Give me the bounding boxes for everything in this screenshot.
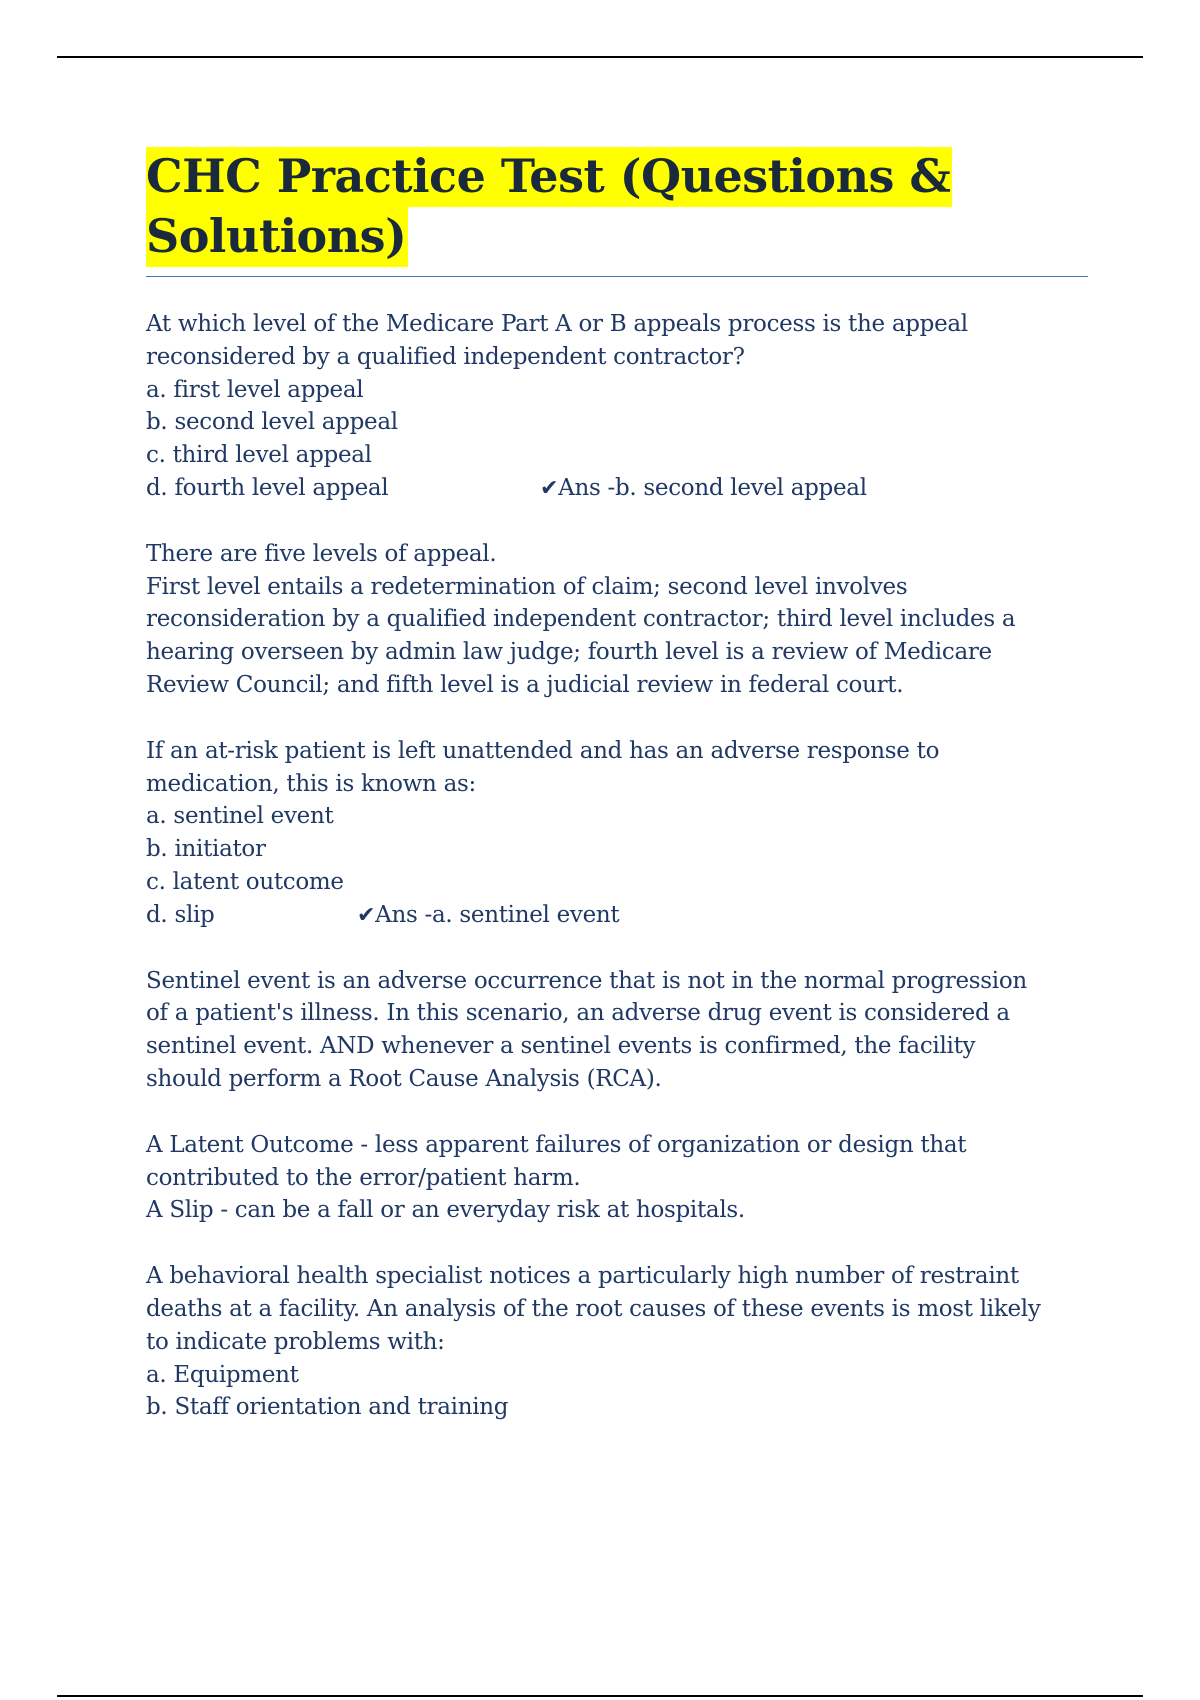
title-block [146, 146, 1090, 266]
question-2-answer-text: Ans -a. sentinel event [375, 901, 620, 928]
note-2-line-3: A Slip - can be a fall or an everyday risk at hospitals. [146, 1197, 745, 1224]
question-1-explanation [146, 538, 1091, 702]
question-3-option-a: a. Equipment [146, 1361, 299, 1388]
question-1-text-line-2: reconsidered by a qualified independent contractor? [146, 343, 745, 370]
question-1-option-b: b. second level appeal [146, 409, 398, 436]
question-2-option-d-row [146, 899, 1091, 932]
page-title [146, 146, 1090, 266]
question-2-option-c: c. latent outcome [146, 868, 344, 895]
question-2-option-b: b. initiator [146, 836, 266, 863]
document-body [146, 308, 1091, 1457]
question-1-option-d: d. fourth level appeal [146, 474, 389, 501]
question-2-explanation [146, 965, 1091, 1096]
explanation-1-line-4: hearing overseen by admin law judge; fourth level is a review of Medicare [146, 639, 992, 666]
title-line-2: Solutions) [146, 207, 408, 267]
question-2-notes [146, 1129, 1091, 1227]
question-2-option-a: a. sentinel event [146, 803, 334, 830]
explanation-1-line-3: reconsideration by a qualified independent contractor; third level includes a [146, 606, 1016, 633]
question-1-answer [540, 472, 867, 506]
note-2-line-2: contributed to the error/patient harm. [146, 1164, 581, 1191]
title-underline-rule [146, 276, 1088, 277]
title-line-1: CHC Practice Test (Questions & [146, 147, 952, 207]
explanation-2-line-1: Sentinel event is an adverse occurrence that is not in the normal progression [146, 967, 1027, 994]
question-2-text-line-2: medication, this is known as: [146, 770, 476, 797]
explanation-1-line-5: Review Council; and fifth level is a judicial review in federal court. [146, 671, 904, 698]
explanation-2-line-3: sentinel event. AND whenever a sentinel events is confirmed, the facility [146, 1033, 976, 1060]
question-1 [146, 308, 1091, 505]
question-2-text-line-1: If an at-risk patient is left unattended and has an adverse response to [146, 737, 940, 764]
question-2 [146, 735, 1091, 932]
page-bottom-rule [57, 1695, 1143, 1697]
question-1-option-d-row [146, 472, 1091, 505]
question-2-answer [357, 899, 619, 933]
question-3-text-line-1: A behavioral health specialist notices a particularly high number of restraint [146, 1263, 1019, 1290]
question-3 [146, 1260, 1091, 1424]
question-1-answer-text: Ans -b. second level appeal [558, 474, 867, 501]
question-1-option-a: a. first level appeal [146, 376, 364, 403]
question-3-option-b: b. Staff orientation and training [146, 1394, 509, 1421]
question-1-text-line-1: At which level of the Medicare Part A or B appeals process is the appeal [146, 311, 968, 337]
page-top-rule [57, 56, 1143, 58]
checkmark-icon: ✔ [540, 475, 559, 501]
question-3-text-line-3: to indicate problems with: [146, 1328, 445, 1355]
question-3-text-line-2: deaths at a facility. An analysis of the root causes of these events is most likely [146, 1295, 1041, 1322]
question-2-option-d: d. slip [146, 901, 215, 928]
question-1-option-c: c. third level appeal [146, 442, 372, 469]
explanation-2-line-4: should perform a Root Cause Analysis (RCA). [146, 1065, 662, 1092]
explanation-2-line-2: of a patient's illness. In this scenario, an adverse drug event is considered a [146, 1000, 1010, 1027]
note-2-line-1: A Latent Outcome - less apparent failures of organization or design that [146, 1131, 967, 1158]
explanation-1-line-2: First level entails a redetermination of claim; second level involves [146, 573, 908, 600]
explanation-1-line-1: There are five levels of appeal. [146, 540, 497, 567]
checkmark-icon: ✔ [357, 902, 376, 928]
